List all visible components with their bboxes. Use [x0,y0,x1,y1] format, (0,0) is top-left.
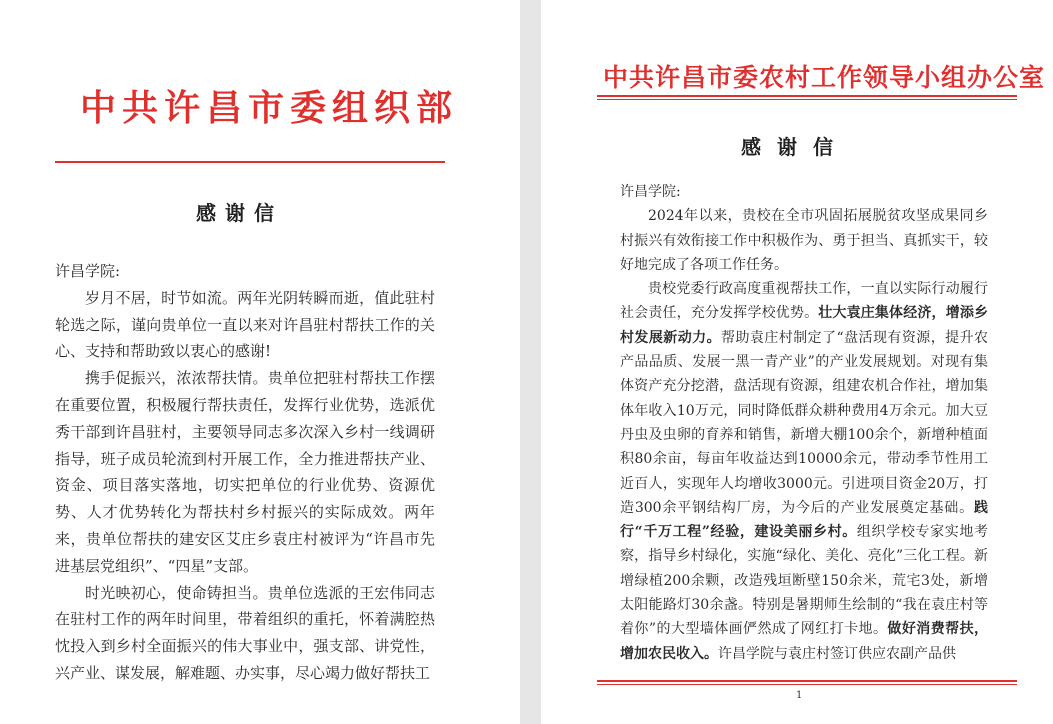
footer-red-rule [597,680,1017,682]
letter-body [55,258,435,687]
paragraph-text: 组织学校专家实地考察，指导乡村绿化，实施“绿化、美化、亮化”三化工程。新增绿植200余颗，改造残垣断壁150余米，荒宅3处，新增太阳能路灯30余盏。特别是暑期师生绘制的“我在袁庄村等着你”的大型墙体画俨然成了网红打卡地。 [620,524,989,638]
letterhead-rural-work-office: 中共许昌市委农村工作领导小组办公室 [603,63,1046,92]
paragraph-text: 帮助袁庄村制定了“盘活现有资源，提升农产品品质、发展一黑一青产业”的产业发展规划。对现有集体资产充分挖潜，盘活现有资源，组建农机合作社，增加集体年收入10万元，同时降低群众耕种费用4万余元。加大豆丹虫及虫卵的育养和销售，新增大棚100余个，新增种植面积80余亩，每亩年收益达到10000余元，带动季节性用工近百人，实现年人均增收3000元。引进项目资金20万，打造300余平钢结构厂房，为今后的产业发展奠定基础。 [620,329,989,516]
paragraph-text: 贵单位把驻村帮扶工作摆在重要位置，积极履行帮扶责任，发挥行业优势，选派优秀干部到许昌驻村，主要领导同志多次深入乡村一线调研指导，班子成员轮流到村开展工作，全力推进帮扶产业、资金、项目落实落地，切实把单位的行业优势、资源优势、人才优势转化为帮扶村乡村振兴的实际成效。两年来，贵单位帮扶的建安区艾庄乡袁庄村被评为“许昌市先进基层党组织”、“四星”支部。 [55,369,435,575]
letter-body [620,180,988,666]
paragraph-details [620,277,988,666]
salutation: 许昌学院: [55,262,121,280]
letterhead-red-rule [55,161,445,163]
letterhead-organization-department: 中共许昌市委组织部 [80,87,459,129]
paragraph-mission [55,580,435,687]
footer-red-rule-thin [597,684,1017,685]
salutation: 许昌学院: [620,184,681,200]
letter-title: 感谢信 [196,201,283,225]
left-document-page [0,0,520,724]
paragraph-text: 许昌学院与袁庄村签订供应农副产品供 [718,645,956,662]
right-document-page [541,0,1053,724]
paragraph-lead: 时光映初心，使命铸担当。 [85,583,268,602]
paragraph-lead-collective-economy: 壮大袁庄集体经济，增添乡村发展新动力。 [620,305,989,346]
paragraph-text: 贵单位选派的王宏伟同志在驻村工作的两年时间里，带着组织的重托，怀着满腔热忱投入到乡村全面振兴的伟大事业中，强支部、讲党性，兴产业、谋发展，解难题、办实事，尽心竭力做好帮扶工 [55,583,435,682]
page-number: 1 [796,690,803,701]
paragraph-opening: 岁月不居，时节如流。两年光阴转瞬而逝，值此驻村轮选之际，谨向贵单位一直以来对许昌驻村帮扶工作的关心、支持和帮助致以衷心的感谢! [55,288,435,361]
paragraph-text: 贵校党委行政高度重视帮扶工作，一直以实际行动履行社会责任，充分发挥学校优势。 [620,281,988,322]
letterhead-red-rule [597,95,1017,97]
paragraph-lead: 携手促振兴，浓浓帮扶情。 [85,369,268,388]
paragraph-lead-consumption-assistance: 做好消费帮扶，增加农民收入。 [620,621,989,662]
letterhead-red-rule-thin [597,99,1017,100]
letter-title: 感谢信 [741,135,849,159]
paragraph-assistance [55,365,435,579]
paragraph-intro: 2024年以来，贵校在全市巩固拓展脱贫攻坚成果同乡村振兴有效衔接工作中积极作为、勇于担当、真抓实干，较好地完成了各项工作任务。 [620,208,988,273]
paragraph-lead-beautiful-village: 践行“千万工程”经验，建设美丽乡村。 [620,499,988,541]
